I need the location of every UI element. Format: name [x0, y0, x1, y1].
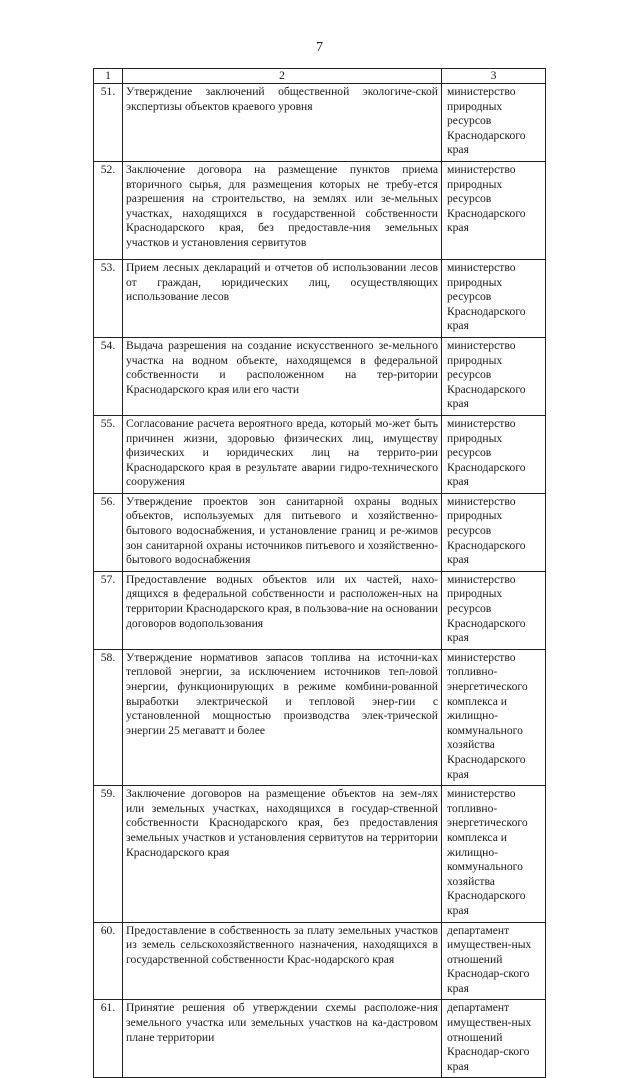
- table-row: [94, 1000, 546, 1078]
- responsible-body: департамент имуществен-ных отношений Краснодар-ского края: [442, 922, 546, 1000]
- service-description: Принятие решения об утверждении схемы расположе-ния земельного участка или земельных участков на ка-дастровом плане территории: [123, 1000, 442, 1078]
- table-row: [94, 786, 546, 922]
- responsible-body: министерство топливно-энергетического комплекса и жилищно-коммунального хозяйства Краснодарского края: [442, 649, 546, 785]
- table-row: [94, 84, 546, 162]
- column-header-1: 1: [94, 69, 123, 84]
- table-header-row: [94, 69, 546, 84]
- page-number: 7: [316, 40, 323, 55]
- service-description: Прием лесных деклараций и отчетов об использовании лесов от граждан, юридических лиц, осуществляющих использование лесов: [123, 259, 442, 337]
- responsible-body: министерство природных ресурсов Краснодарского края: [442, 259, 546, 337]
- table-row: [94, 259, 546, 337]
- services-table: [93, 68, 546, 1078]
- table-row: [94, 161, 546, 259]
- row-number: 59.: [94, 786, 123, 922]
- row-number: 58.: [94, 649, 123, 785]
- table-row: [94, 571, 546, 649]
- row-number: 51.: [94, 84, 123, 162]
- service-description: Утверждение проектов зон санитарной охраны водных объектов, используемых для питьевого и хозяйственно-бытового водоснабжения, и установление границ и ре-жимов зон санитарной охраны источников питьевого и хозяйственно-бытового водоснабжения: [123, 493, 442, 571]
- row-number: 60.: [94, 922, 123, 1000]
- responsible-body: министерство природных ресурсов Краснодарского края: [442, 337, 546, 415]
- service-description: Выдача разрешения на создание искусственного зе-мельного участка на водном объекте, находящемся в федеральной собственности и расположенном на тер-ритории Краснодарского края или его части: [123, 337, 442, 415]
- row-number: 53.: [94, 259, 123, 337]
- row-number: 52.: [94, 161, 123, 259]
- service-description: Предоставление в собственность за плату земельных участков из земель сельскохозяйственного назначения, находящихся в государственной собственности Крас-нодарского края: [123, 922, 442, 1000]
- column-header-2: 2: [123, 69, 442, 84]
- service-description: Предоставление водных объектов или их частей, нахо-дящихся в федеральной собственности и расположен-ных на территории Краснодарского края, в пользова-ние на основании договоров водопользования: [123, 571, 442, 649]
- service-description: Утверждение заключений общественной экологиче-ской экспертизы объектов краевого уровня: [123, 84, 442, 162]
- service-description: Заключение договоров на размещение объектов на зем-лях или земельных участках, находящихся в государ-ственной собственности Краснодарского края, без предоставления земельных участков и установления сервитутов на территории Краснодарского края: [123, 786, 442, 922]
- table-row: [94, 337, 546, 415]
- responsible-body: министерство топливно-энергетического комплекса и жилищно-коммунального хозяйства Краснодарского края: [442, 786, 546, 922]
- responsible-body: министерство природных ресурсов Краснодарского края: [442, 571, 546, 649]
- responsible-body: министерство природных ресурсов Краснодарского края: [442, 161, 546, 259]
- service-description: Согласование расчета вероятного вреда, который мо-жет быть причинен жизни, здоровью физических лиц, имуществу физических и юридических лиц на террито-рии Краснодарского края в результате аварии гидро-технического сооружения: [123, 415, 442, 493]
- responsible-body: министерство природных ресурсов Краснодарского края: [442, 493, 546, 571]
- row-number: 57.: [94, 571, 123, 649]
- service-description: Заключение договора на размещение пунктов приема вторичного сырья, для размещения которых не требу-ется разрешения на строительство, на землях или зе-мельных участках, находящихся в государственной собственности Краснодарского края, без предоставле-ния земельных участков и установления сервитутов: [123, 161, 442, 259]
- column-header-3: 3: [442, 69, 546, 84]
- responsible-body: министерство природных ресурсов Краснодарского края: [442, 84, 546, 162]
- responsible-body: департамент имуществен-ных отношений Краснодар-ского края: [442, 1000, 546, 1078]
- responsible-body: министерство природных ресурсов Краснодарского края: [442, 415, 546, 493]
- row-number: 56.: [94, 493, 123, 571]
- table-row: [94, 493, 546, 571]
- row-number: 61.: [94, 1000, 123, 1078]
- row-number: 55.: [94, 415, 123, 493]
- row-number: 54.: [94, 337, 123, 415]
- table-row: [94, 922, 546, 1000]
- table-row: [94, 649, 546, 785]
- table-row: [94, 415, 546, 493]
- service-description: Утверждение нормативов запасов топлива на источни-ках тепловой энергии, за исключением источников теп-ловой энергии, функционирующих в режиме комбини-рованной выработки электрической и тепловой энер-гии с установленной мощностью производства элек-трической энергии 25 мегаватт и более: [123, 649, 442, 785]
